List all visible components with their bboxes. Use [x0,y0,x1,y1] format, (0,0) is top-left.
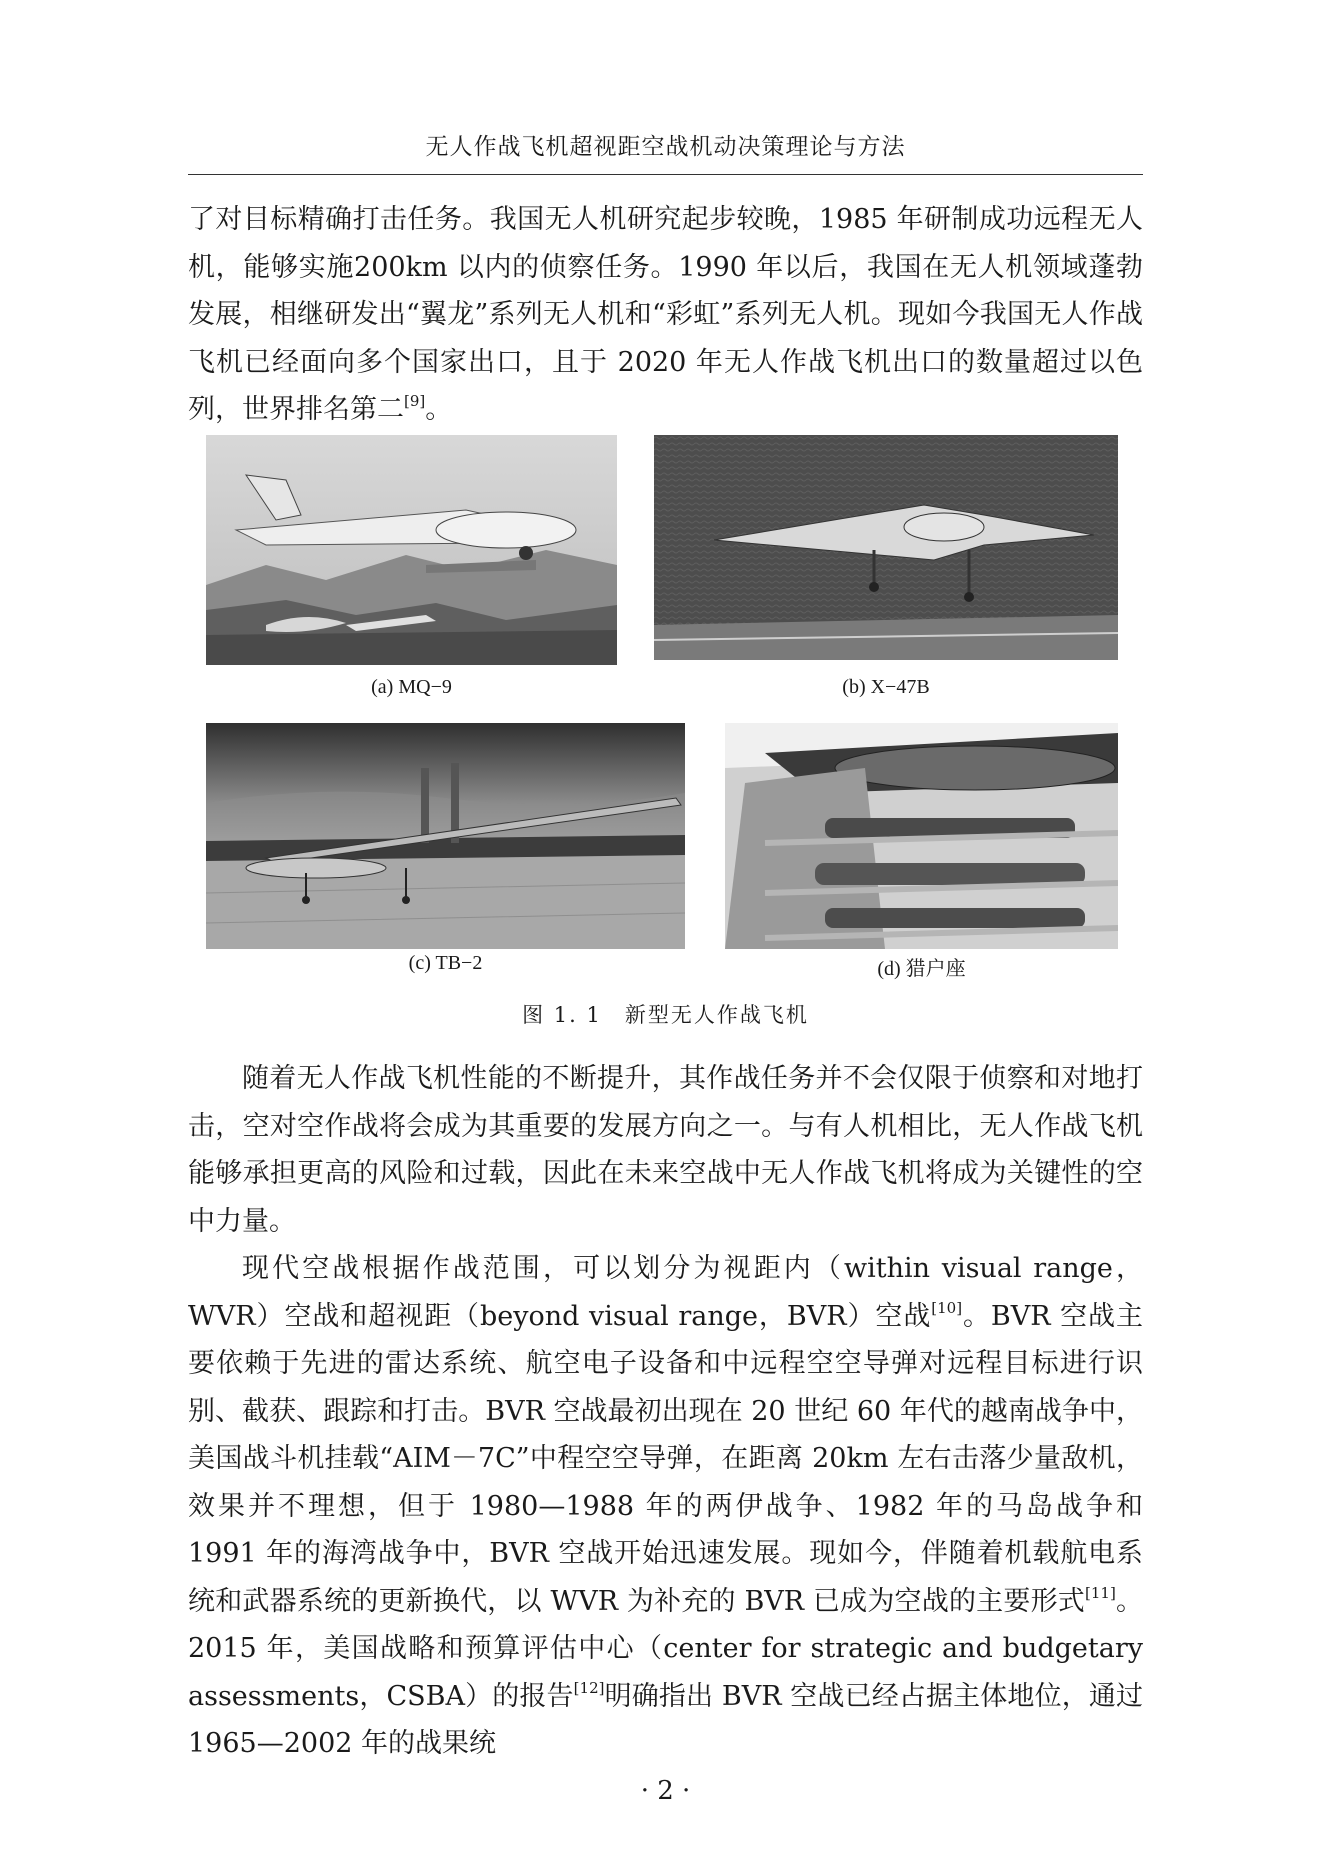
figure-panel-c [206,723,685,949]
paragraph-2: 随着无人作战飞机性能的不断提升，其作战任务并不会仅限于侦察和对地打击，空对空作战将会成为其重要的发展方向之一。与有人机相比，无人作战飞机能够承担更高的风险和过载，因此在未来空战中无人作战飞机将成为关键性的空中力量。 [188,1063,1143,1237]
header-rule [188,174,1143,175]
page-number: · 2 · [640,1776,691,1806]
paragraph-3-text-2: 。BVR 空战主要依赖于先进的雷达系统、航空电子设备和中远程空空导弹对远程目标进行识别、截获、跟踪和打击。BVR 空战最初出现在 20 世纪 60 年代的越南战争中，美国战斗机挂载“AIM－7C”中程空空导弹，在距离 20km 左右击落少量敌机，效果并不理想，但于 1980—1988 年的两伊战争、1982 年的马岛战争和 1991 年的海湾战争中，BVR 空战开始迅速发展。现如今，伴随着机载航电系统和武器系统的更新换代，以 WVR 为补充的 BVR 已成为空战的主要形式 [188,1300,1143,1617]
citation-9[interactable]: [9] [404,392,426,410]
subcaption-b: (b) X−47B [842,676,930,698]
paragraph-3-text-3: 。2015 年，美国战略和预算评估中心（center for strategic and budgetary assessments，CSBA）的报告 [188,1585,1144,1712]
figure-caption: 图 1. 1 新型无人作战飞机 [522,1003,809,1027]
mq9-drone-photo [206,435,617,665]
paragraph-1-text: 了对目标精确打击任务。我国无人机研究起步较晚，1985 年研制成功远程无人机，能够实施200km 以内的侦察任务。1990 年以后，我国在无人机领域蓬勃发展，相继研发出“翼龙”系列无人机和“彩虹”系列无人机。现如今我国无人作战飞机已经面向多个国家出口，且于 2020 年无人作战飞机出口的数量超过以色列，世界排名第二 [188,204,1143,425]
figure-panel-b [654,435,1118,660]
x47b-drone-photo [654,435,1118,660]
citation-12[interactable]: [12] [573,1678,605,1697]
citation-11[interactable]: [11] [1085,1583,1116,1602]
subcaption-c: (c) TB−2 [408,952,483,974]
subcaption-a: (a) MQ−9 [371,676,452,698]
paragraph-3-text-1: 现代空战根据作战范围，可以划分为视距内（within visual range，WVR）空战和超视距（beyond visual range，BVR）空战 [188,1253,1143,1332]
paragraph-1-tail: 。 [425,394,453,425]
orion-drone-photo [725,723,1118,949]
running-header: 无人作战飞机超视距空战机动决策理论与方法 [425,134,906,160]
paragraph-3 [188,1245,1143,1768]
figure-panel-d [725,723,1118,949]
citation-10[interactable]: [10] [931,1298,963,1317]
paragraph-3-text-4: 明确指出 BVR 空战已经占据主体地位，通过 1965—2002 年的战果统 [188,1680,1143,1759]
figure-panel-a [206,435,617,665]
tb2-drone-photo [206,723,685,949]
subcaption-d: (d) 猎户座 [877,958,966,980]
paragraph-1 [188,196,1143,434]
